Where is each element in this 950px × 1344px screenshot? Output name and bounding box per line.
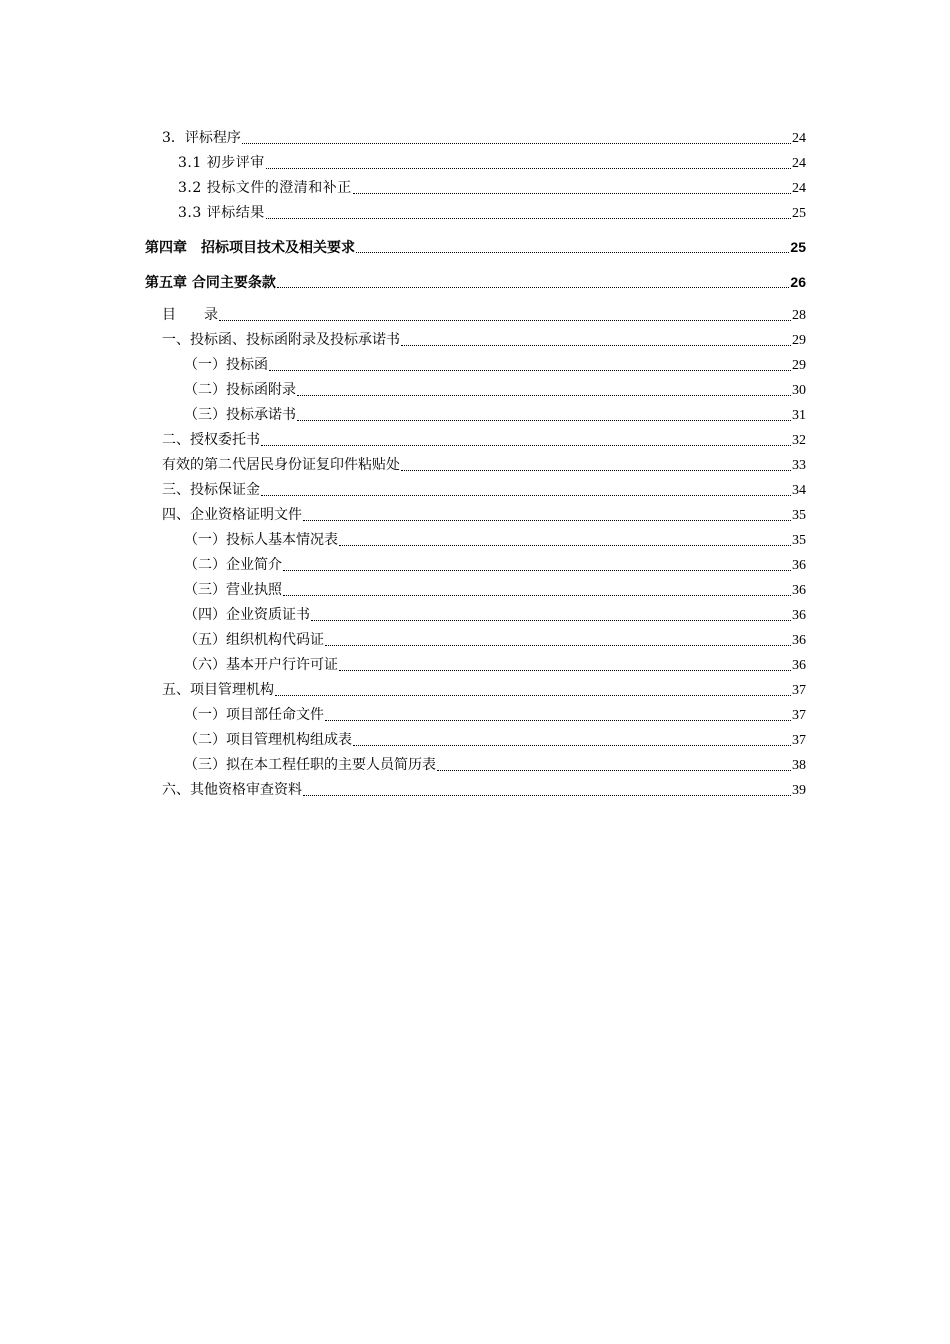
toc-entry-title: 3.1 初步评审 bbox=[178, 155, 265, 171]
toc-entry-page: 24 bbox=[792, 131, 806, 146]
toc-entry-page: 26 bbox=[790, 274, 806, 290]
toc-entry-title: 3．评标程序 bbox=[162, 130, 241, 146]
dot-leader bbox=[311, 619, 791, 621]
dot-leader bbox=[242, 142, 791, 144]
toc-entry-title: （二）项目管理机构组成表 bbox=[184, 732, 352, 748]
toc-entry-title: （一）项目部任命文件 bbox=[184, 707, 324, 723]
dot-leader bbox=[401, 344, 791, 346]
toc-entry[interactable] bbox=[162, 129, 806, 148]
toc-entry-page: 36 bbox=[792, 558, 806, 573]
toc-entry-title: （三）拟在本工程任职的主要人员简历表 bbox=[184, 757, 436, 773]
toc-entry-title: 3.3 评标结果 bbox=[178, 205, 265, 221]
toc-entry-page: 24 bbox=[792, 181, 806, 196]
toc-entry-title: （三）营业执照 bbox=[184, 582, 282, 598]
toc-entry-title: 第四章 招标项目技术及相关要求 bbox=[145, 240, 355, 256]
toc-entry[interactable] bbox=[184, 581, 806, 600]
dot-leader bbox=[266, 167, 791, 169]
dot-leader bbox=[266, 217, 791, 219]
toc-entry[interactable] bbox=[184, 356, 806, 375]
toc-entry-title: （五）组织机构代码证 bbox=[184, 632, 324, 648]
toc-entry-page: 33 bbox=[792, 458, 806, 473]
toc-entry-page: 25 bbox=[792, 206, 806, 221]
toc-entry-page: 36 bbox=[792, 583, 806, 598]
dot-leader bbox=[303, 519, 791, 521]
dot-leader bbox=[339, 669, 791, 671]
toc-entry-title: 有效的第二代居民身份证复印件粘贴处 bbox=[162, 457, 400, 473]
dot-leader bbox=[353, 744, 791, 746]
toc-entry[interactable] bbox=[162, 481, 806, 500]
toc-entry[interactable] bbox=[184, 731, 806, 750]
toc-entry-title: 六、其他资格审查资料 bbox=[162, 782, 302, 798]
toc-entry[interactable] bbox=[178, 154, 806, 173]
dot-leader bbox=[303, 794, 791, 796]
toc-entry-title: 3.2 投标文件的澄清和补正 bbox=[178, 180, 352, 196]
toc-entry-page: 25 bbox=[790, 239, 806, 255]
toc-entry-title: 一、投标函、投标函附录及投标承诺书 bbox=[162, 332, 400, 348]
toc-entry-page: 35 bbox=[792, 533, 806, 548]
toc-entry-page: 38 bbox=[792, 758, 806, 773]
toc-entry[interactable] bbox=[184, 756, 806, 775]
dot-leader bbox=[277, 286, 790, 288]
toc-entry-title: （六）基本开户行许可证 bbox=[184, 657, 338, 673]
dot-leader bbox=[261, 494, 791, 496]
dot-leader bbox=[325, 644, 791, 646]
toc-entry-page: 37 bbox=[792, 683, 806, 698]
toc-entry[interactable] bbox=[184, 381, 806, 400]
toc-entry-page: 35 bbox=[792, 508, 806, 523]
toc-entry-title: （二）投标函附录 bbox=[184, 382, 296, 398]
toc-entry[interactable] bbox=[162, 681, 806, 700]
toc-entry-title: 三、投标保证金 bbox=[162, 482, 260, 498]
toc-entry-page: 34 bbox=[792, 483, 806, 498]
toc-entry-title: 第五章 合同主要条款 bbox=[145, 275, 276, 291]
toc-entry[interactable] bbox=[178, 204, 806, 223]
toc-entry-page: 36 bbox=[792, 633, 806, 648]
toc-entry-page: 36 bbox=[792, 658, 806, 673]
toc-entry-page: 31 bbox=[792, 408, 806, 423]
toc-entry-page: 30 bbox=[792, 383, 806, 398]
toc-entry-page: 37 bbox=[792, 708, 806, 723]
dot-leader bbox=[353, 192, 791, 194]
toc-entry-title: 二、授权委托书 bbox=[162, 432, 260, 448]
dot-leader bbox=[356, 251, 789, 253]
toc-entry-title: 目 录 bbox=[162, 307, 218, 323]
toc-entry-title: （三）投标承诺书 bbox=[184, 407, 296, 423]
toc-entry-page: 29 bbox=[792, 358, 806, 373]
dot-leader bbox=[283, 594, 791, 596]
toc-entry[interactable] bbox=[162, 431, 806, 450]
dot-leader bbox=[437, 769, 791, 771]
toc-entry[interactable] bbox=[184, 556, 806, 575]
toc-entry[interactable] bbox=[184, 631, 806, 650]
toc-entry-page: 28 bbox=[792, 308, 806, 323]
toc-entry-page: 32 bbox=[792, 433, 806, 448]
toc-entry[interactable] bbox=[162, 781, 806, 800]
dot-leader bbox=[283, 569, 791, 571]
toc-entry-page: 39 bbox=[792, 783, 806, 798]
toc-entry[interactable] bbox=[184, 531, 806, 550]
toc-entry-title: （一）投标函 bbox=[184, 357, 268, 373]
toc-entry-title: 五、项目管理机构 bbox=[162, 682, 274, 698]
toc-entry[interactable] bbox=[178, 179, 806, 198]
toc-entry[interactable] bbox=[162, 506, 806, 525]
toc-entry[interactable] bbox=[162, 306, 806, 325]
toc-entry-title: 四、企业资格证明文件 bbox=[162, 507, 302, 523]
dot-leader bbox=[269, 369, 791, 371]
toc-chapter-entry[interactable] bbox=[145, 238, 806, 257]
toc-entry-title: （四）企业资质证书 bbox=[184, 607, 310, 623]
dot-leader bbox=[401, 469, 791, 471]
dot-leader bbox=[219, 319, 791, 321]
toc-entry-page: 29 bbox=[792, 333, 806, 348]
toc-entry-page: 24 bbox=[792, 156, 806, 171]
dot-leader bbox=[275, 694, 791, 696]
toc-chapter-entry[interactable] bbox=[145, 273, 806, 292]
dot-leader bbox=[325, 719, 791, 721]
toc-entry[interactable] bbox=[162, 456, 806, 475]
dot-leader bbox=[339, 544, 791, 546]
dot-leader bbox=[261, 444, 791, 446]
toc-entry-title: （二）企业简介 bbox=[184, 557, 282, 573]
toc-entry[interactable] bbox=[184, 656, 806, 675]
toc-entry[interactable] bbox=[162, 331, 806, 350]
toc-entry-title: （一）投标人基本情况表 bbox=[184, 532, 338, 548]
toc-entry[interactable] bbox=[184, 606, 806, 625]
dot-leader bbox=[297, 419, 791, 421]
dot-leader bbox=[297, 394, 791, 396]
toc-entry[interactable] bbox=[184, 706, 806, 725]
toc-entry-page: 37 bbox=[792, 733, 806, 748]
toc-entry[interactable] bbox=[184, 406, 806, 425]
toc-entry-page: 36 bbox=[792, 608, 806, 623]
